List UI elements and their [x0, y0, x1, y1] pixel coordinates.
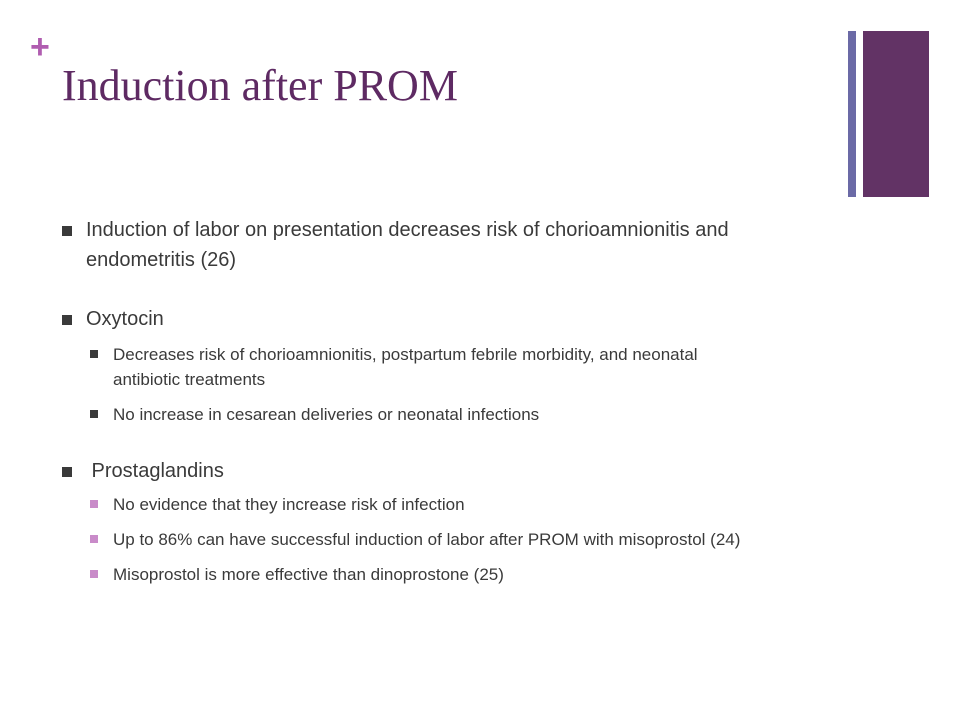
sub-bullet-prostaglandins-1: [62, 492, 852, 517]
sub-bullet-text: Decreases risk of chorioamnionitis, postpartum febrile morbidity, and neonatal antibiotic treatments: [113, 345, 698, 389]
bullet-text: Oxytocin: [86, 308, 164, 330]
sub-bullet-text: No evidence that they increase risk of infection: [113, 495, 465, 514]
sub-bullet-prostaglandins-2: [62, 527, 853, 552]
square-bullet-icon: [90, 535, 98, 543]
bullet-prostaglandins: [62, 456, 852, 486]
bullet-oxytocin: [62, 304, 852, 334]
square-bullet-icon: [90, 570, 98, 578]
decorative-bar-thin: [848, 31, 856, 197]
square-bullet-icon: [90, 350, 98, 358]
square-bullet-icon: [62, 315, 72, 325]
square-bullet-icon: [62, 226, 72, 236]
slide-content: [62, 215, 852, 587]
sub-bullet-prostaglandins-3: [62, 562, 852, 587]
sub-bullet-text: No increase in cesarean deliveries or neonatal infections: [113, 405, 540, 424]
slide-plus-marker: +: [30, 28, 50, 66]
sub-bullet-text: Up to 86% can have successful induction of labor after PROM with misoprostol (24): [113, 530, 741, 549]
slide-title: Induction after PROM: [62, 61, 458, 110]
sub-bullet-oxytocin-2: [62, 402, 852, 427]
square-bullet-icon: [90, 500, 98, 508]
bullet-induction: [62, 215, 766, 275]
square-bullet-icon: [62, 467, 72, 477]
sub-bullet-text: Misoprostol is more effective than dinoprostone (25): [113, 565, 504, 584]
bullet-text: Induction of labor on presentation decreases risk of chorioamnionitis and endometritis (26): [86, 219, 729, 271]
decorative-bar-wide: [863, 31, 929, 197]
bullet-text: Prostaglandins: [86, 460, 224, 482]
sub-bullet-oxytocin-1: [62, 342, 743, 392]
square-bullet-icon: [90, 410, 98, 418]
